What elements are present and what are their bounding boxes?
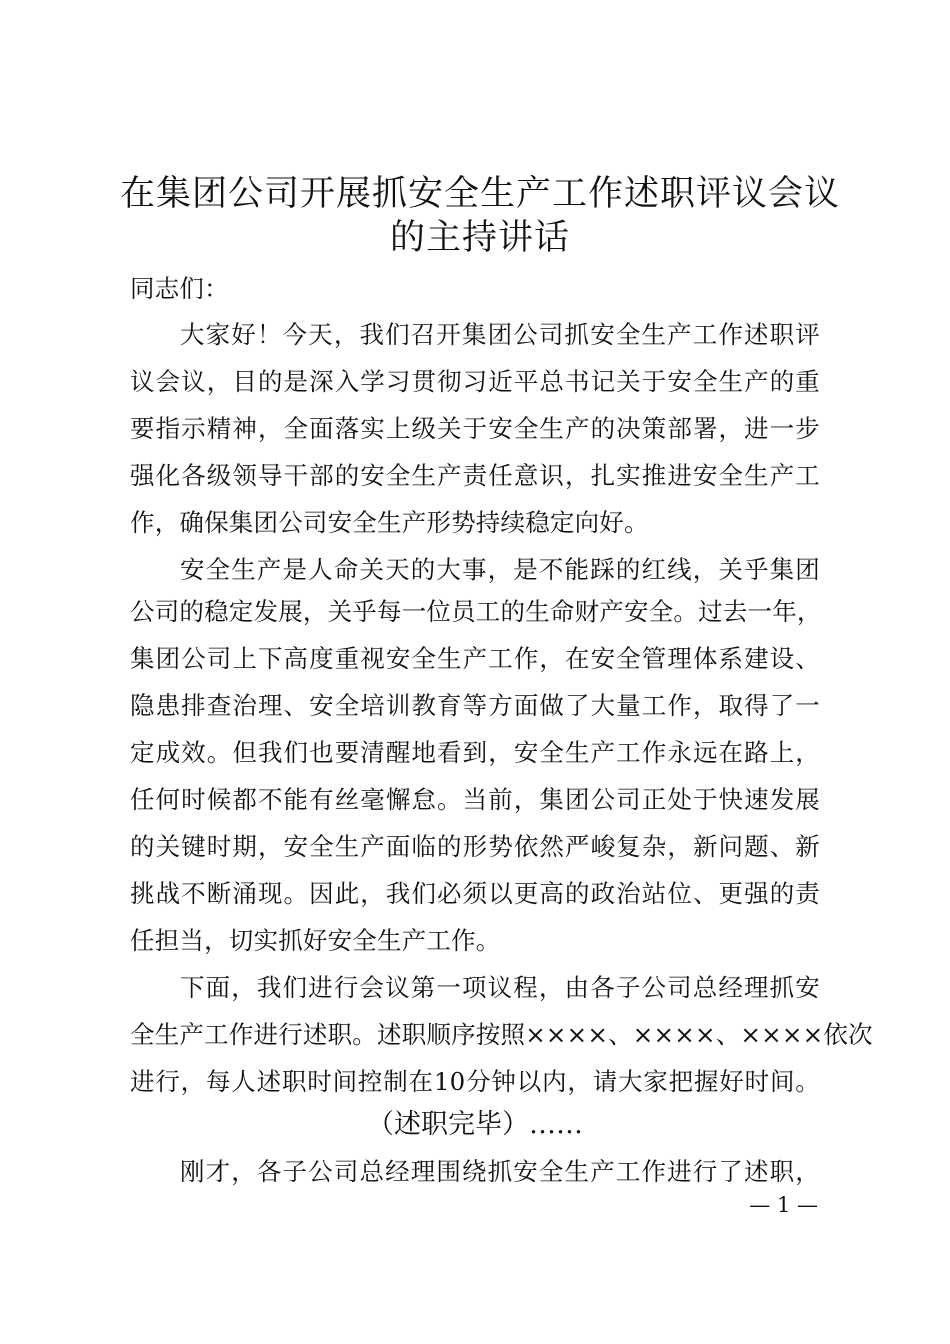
paragraph-3-line-1: 下面，我们进行会议第一项议程，由各子公司总经理抓安: [180, 973, 820, 1002]
paragraph-3-line-2: 全生产工作进行述职。述职顺序按照××××、××××、××××依次: [130, 1020, 873, 1049]
paragraph-4-line-1: 刚才，各子公司总经理围绕抓安全生产工作进行了述职，: [180, 1157, 820, 1186]
meeting-note: （述职完毕）……: [367, 1109, 583, 1140]
paragraph-1-line-5: 作，确保集团公司安全生产形势持续稳定向好。: [130, 508, 649, 537]
paragraph-1-line-3: 要指示精神，全面落实上级关于安全生产的决策部署，进一步: [130, 414, 820, 443]
paragraph-2-line-1: 安全生产是人命关天的大事，是不能踩的红线，关乎集团: [180, 555, 820, 584]
paragraph-1-line-1: 大家好！今天，我们召开集团公司抓安全生产工作述职评: [180, 320, 820, 349]
paragraph-2-line-6: 任何时候都不能有丝毫懈怠。当前，集团公司正处于快速发展: [130, 785, 820, 814]
paragraph-2-line-3: 集团公司上下高度重视安全生产工作，在安全管理体系建设、: [130, 644, 820, 673]
paragraph-2-line-2: 公司的稳定发展，关乎每一位员工的生命财产安全。过去一年，: [130, 597, 822, 626]
paragraph-2-line-9: 任担当，切实抓好安全生产工作。: [130, 926, 501, 955]
paragraph-2-line-8: 挑战不断涌现。因此，我们必须以更高的政治站位、更强的责: [130, 879, 820, 908]
document-title-line-2: 的主持讲话: [389, 218, 570, 258]
salutation: 同志们：: [130, 274, 229, 303]
paragraph-1-line-4: 强化各级领导干部的安全生产责任意识，扎实推进安全生产工: [130, 461, 820, 490]
page-number: — 1 —: [749, 1193, 818, 1217]
paragraph-2-line-7: 的关键时期，安全生产面临的形势依然严峻复杂，新问题、新: [130, 832, 820, 861]
paragraph-2-line-5: 定成效。但我们也要清醒地看到，安全生产工作永远在路上，: [130, 738, 820, 767]
paragraph-1-line-2: 议会议，目的是深入学习贯彻习近平总书记关于安全生产的重: [130, 367, 820, 396]
paragraph-2-line-4: 隐患排查治理、安全培训教育等方面做了大量工作，取得了一: [130, 691, 820, 720]
document-title-line-1: 在集团公司开展抓安全生产工作述职评议会议: [119, 174, 840, 214]
paragraph-3-line-3: 进行，每人述职时间控制在10分钟以内，请大家把握好时间。: [130, 1067, 820, 1096]
